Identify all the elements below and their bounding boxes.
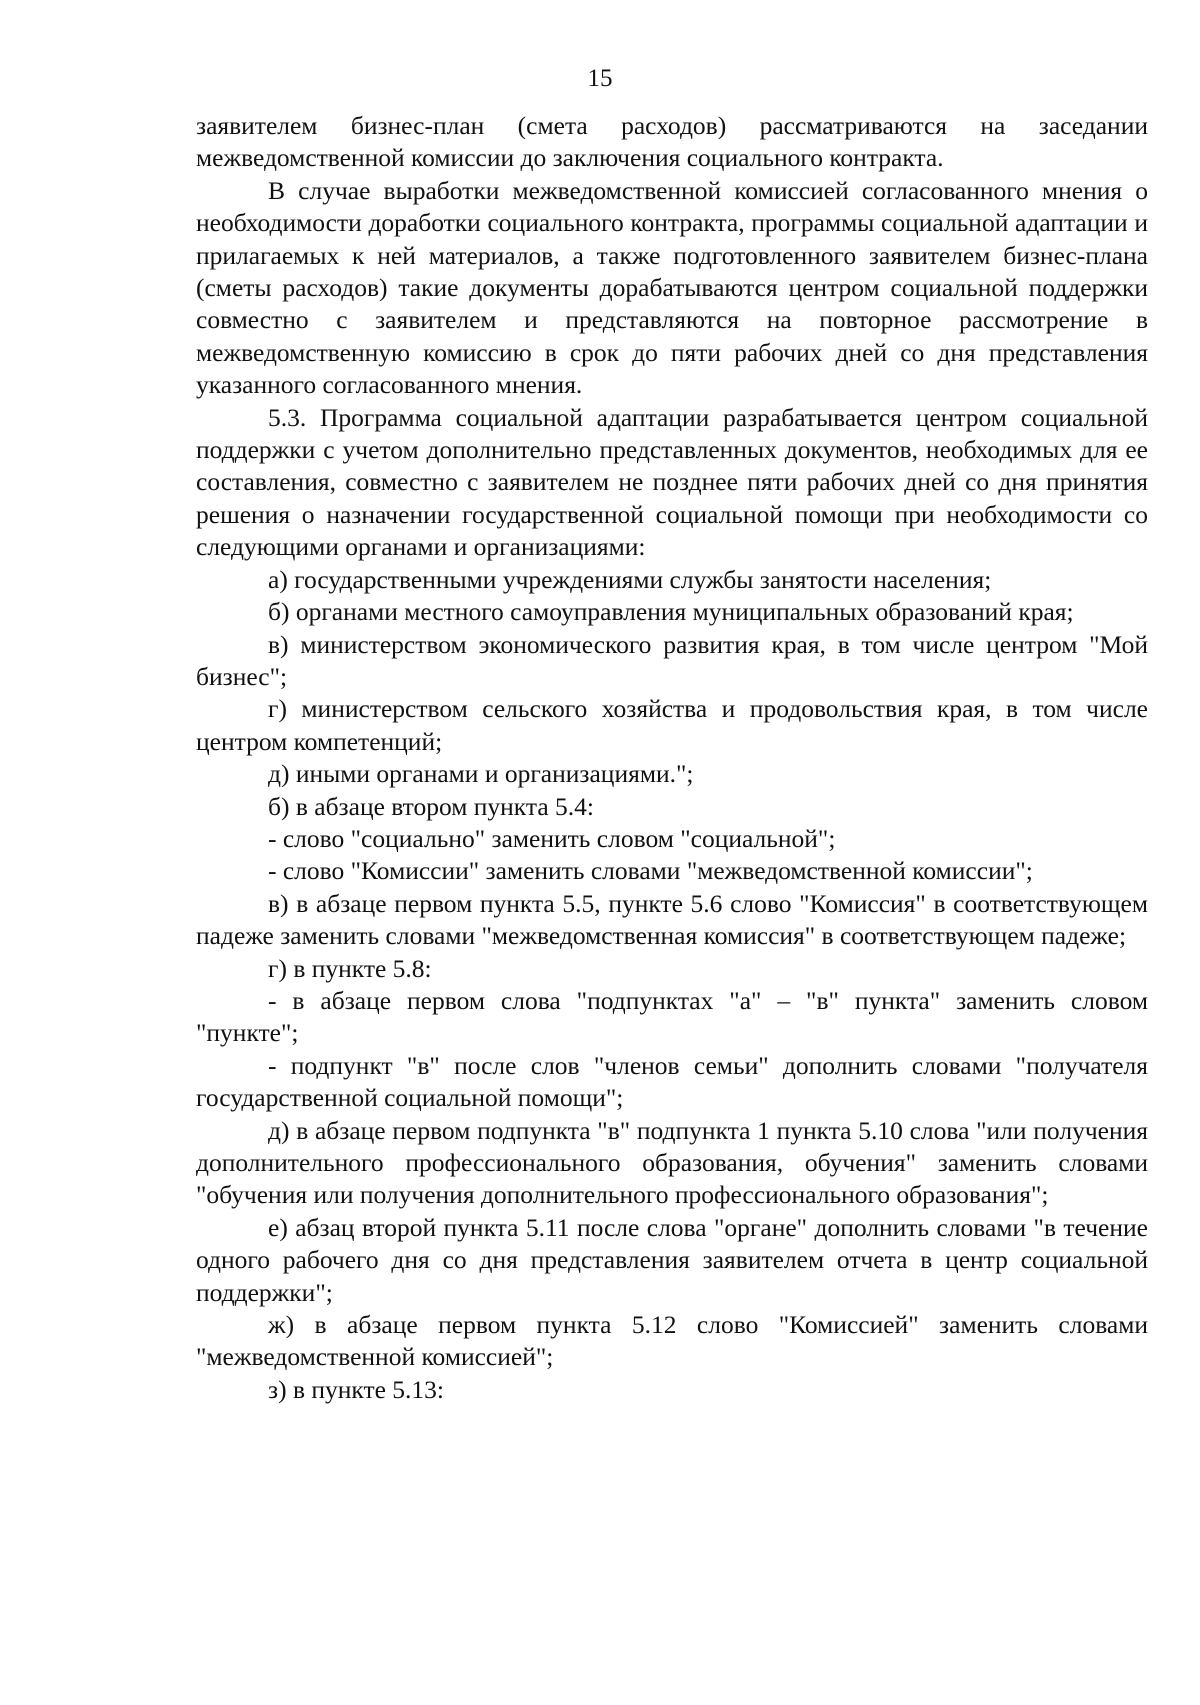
amendment-b: б) в абзаце втором пункта 5.4: [268,791,594,821]
amendment-v: в) в абзаце первом пункта 5.5, пункте 5.6 слово "Комиссия" в соответствующем падеже заменить словами "межведомственная комиссия" в соответствующем падеже; [196,888,1148,951]
amendment-g-dash-2: - подпункт "в" после слов "членов семьи" дополнить словами "получателя государственной социальной помощи"; [196,1050,1148,1113]
amendment-b-dash-1: - слово "социально" заменить словом "социальной"; [268,823,836,853]
page-number: 15 [587,65,613,92]
amendment-b-dash-2: - слово "Комиссии" заменить словами "межведомственной комиссии"; [268,856,1033,886]
paragraph-5-3: 5.3. Программа социальной адаптации разрабатывается центром социальной поддержки с учетом дополнительно представленных документов, необходимых для ее составления, совместно с заявителем не позднее пяти рабочих дней со дня принятия решения о назначении государственной социальной помощи при необходимости со следующими органами и организациями: [196,402,1148,562]
amendment-g-dash-1: - в абзаце первом слова "подпунктах "а" – "в" пункта" заменить словом "пункте"; [196,985,1148,1048]
list-item-b: б) органами местного самоуправления муниципальных образований края; [268,597,1074,627]
list-item-a: а) государственными учреждениями службы занятости населения; [268,564,992,594]
document-body [196,110,1148,1406]
list-item-g: г) министерством сельского хозяйства и продовольствия края, в том числе центром компетенций; [196,694,1148,756]
amendment-zh: ж) в абзаце первом пункта 5.12 слово "Комиссией" заменить словами "межведомственной комиссией"; [196,1310,1148,1372]
amendment-d: д) в абзаце первом подпункта "в" подпункта 1 пункта 5.10 слова "или получения дополнительного профессионального образования, обучения" заменить словами "обучения или получения дополнительного профессионального образования"; [196,1115,1148,1210]
list-item-v: в) министерством экономического развития края, в том числе центром "Мой бизнес"; [196,629,1148,691]
list-item-d: д) иными органами и организациями."; [268,759,694,789]
amendment-z: з) в пункте 5.13: [268,1374,444,1404]
paragraph-continuation: заявителем бизнес-план (смета расходов) рассматриваются на заседании межведомственной комиссии до заключения социального контракта. [196,111,1148,173]
amendment-e: е) абзац второй пункта 5.11 после слова "органе" дополнить словами "в течение одного рабочего дня со дня представления заявителем отчета в центр социальной поддержки"; [196,1212,1148,1307]
paragraph-revision-procedure: В случае выработки межведомственной комиссией согласованного мнения о необходимости доработки социального контракта, программы социальной адаптации и прилагаемых к ней материалов, а также подготовленного заявителем бизнес-плана (сметы расходов) такие документы дорабатываются центром социальной поддержки совместно с заявителем и представляются на повторное рассмотрение в межведомственную комиссию в срок до пяти рабочих дней со дня представления указанного согласованного мнения. [196,175,1148,400]
amendment-g: г) в пункте 5.8: [268,953,432,983]
